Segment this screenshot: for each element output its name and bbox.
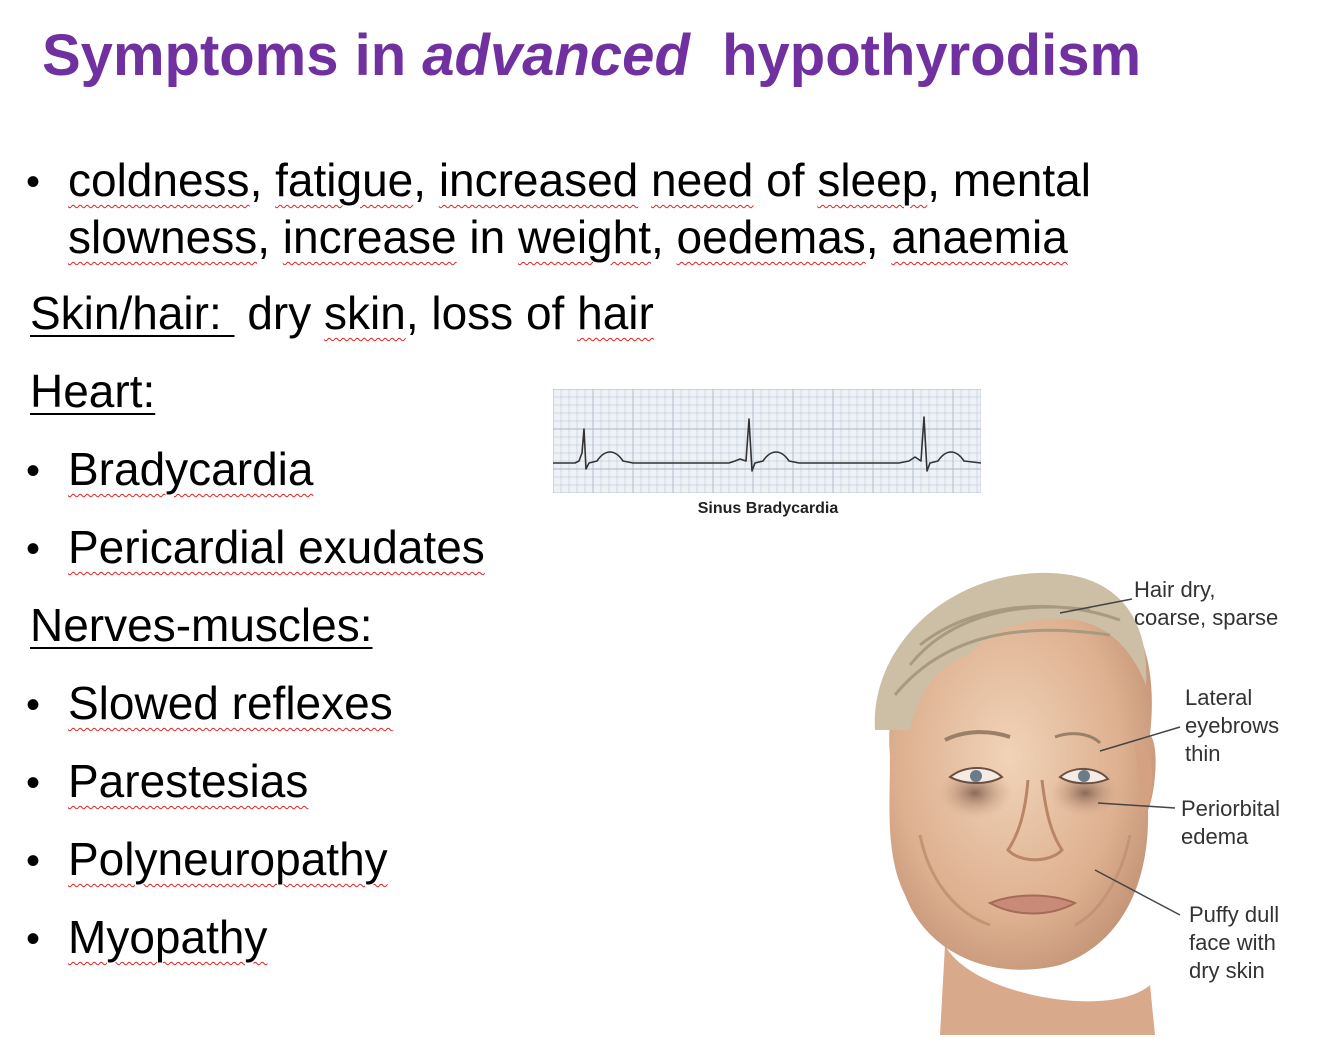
heart-item-pericardial <box>68 521 485 573</box>
item-text: Parestesias <box>68 755 309 807</box>
left-iris <box>970 770 982 782</box>
text: of <box>753 154 818 206</box>
general-symptoms-line-2 <box>68 211 1068 263</box>
bullet-dot: • <box>26 839 41 883</box>
ecg-background <box>553 389 981 493</box>
label-eyebrows <box>1185 684 1279 768</box>
nerves-heading <box>30 599 373 651</box>
title-part-3: hypothyrodism <box>689 23 1142 88</box>
word: hair <box>577 287 654 339</box>
label-line: face with <box>1189 930 1276 955</box>
bullet-dot: • <box>26 761 41 805</box>
text: , <box>865 211 892 263</box>
word: anaemia <box>891 211 1068 263</box>
word: skin <box>324 287 406 339</box>
label-line: Lateral <box>1185 685 1253 710</box>
bullet-dot: • <box>26 917 41 961</box>
bullet-dot: • <box>26 160 41 204</box>
text: , <box>650 211 677 263</box>
item-text: Bradycardia <box>68 443 314 495</box>
item-text: Polyneuropathy <box>68 833 388 885</box>
word: increase <box>282 211 457 263</box>
word: need <box>651 154 754 206</box>
text: dry <box>247 287 324 339</box>
word: weight <box>518 211 651 263</box>
word: slowness <box>68 211 258 263</box>
word: oedemas <box>676 211 866 263</box>
heart-item-bradycardia <box>68 443 314 495</box>
item-text: Myopathy <box>68 911 268 963</box>
label-line: eyebrows <box>1185 713 1280 738</box>
text <box>638 154 651 206</box>
general-symptoms-line-1 <box>68 154 1091 206</box>
text: , <box>249 154 276 206</box>
bullet-dot: • <box>26 527 41 571</box>
right-iris <box>1078 770 1090 782</box>
item-text: Pericardial exudates <box>68 521 485 573</box>
text: in <box>456 211 519 263</box>
label-line: coarse, sparse <box>1134 605 1279 630</box>
label-line: Puffy dull <box>1189 902 1280 927</box>
label-line: Hair dry, <box>1134 577 1216 602</box>
text: , <box>257 211 283 263</box>
label-line: thin <box>1185 741 1221 766</box>
title-emphasis: advanced <box>422 23 690 88</box>
label-line: edema <box>1181 824 1249 849</box>
word: coldness <box>68 154 250 206</box>
bullet-dot: • <box>26 449 41 493</box>
text: , loss of <box>405 287 578 339</box>
label-hair <box>1134 576 1278 632</box>
heart-heading <box>30 365 156 417</box>
word: fatigue <box>275 154 414 206</box>
nerves-item-parestesias <box>68 755 309 807</box>
item-text: Slowed reflexes <box>68 677 393 729</box>
ecg-strip-image <box>553 389 981 493</box>
text: , <box>413 154 439 206</box>
heart-heading-text: Heart: <box>30 365 156 417</box>
label-line: dry skin <box>1189 958 1265 983</box>
nerves-item-reflexes <box>68 677 393 729</box>
skin-hair-line <box>30 287 654 339</box>
nerves-heading-text: Nerves-muscles: <box>30 599 373 651</box>
title-part-1: Symptoms in <box>42 23 423 88</box>
ecg-caption: Sinus Bradycardia <box>697 500 839 517</box>
slide-title <box>42 22 1141 89</box>
label-periorbital <box>1181 795 1280 851</box>
nerves-item-myopathy <box>68 911 268 963</box>
word: increased <box>438 154 639 206</box>
ecg-svg <box>553 389 981 493</box>
bullet-dot: • <box>26 683 41 727</box>
skin-hair-heading: Skin/hair: <box>30 287 235 339</box>
label-face <box>1189 901 1279 985</box>
word: sleep <box>817 154 928 206</box>
text: , mental <box>927 154 1091 206</box>
nerves-item-polyneuropathy <box>68 833 388 885</box>
label-line: Periorbital <box>1181 796 1281 821</box>
